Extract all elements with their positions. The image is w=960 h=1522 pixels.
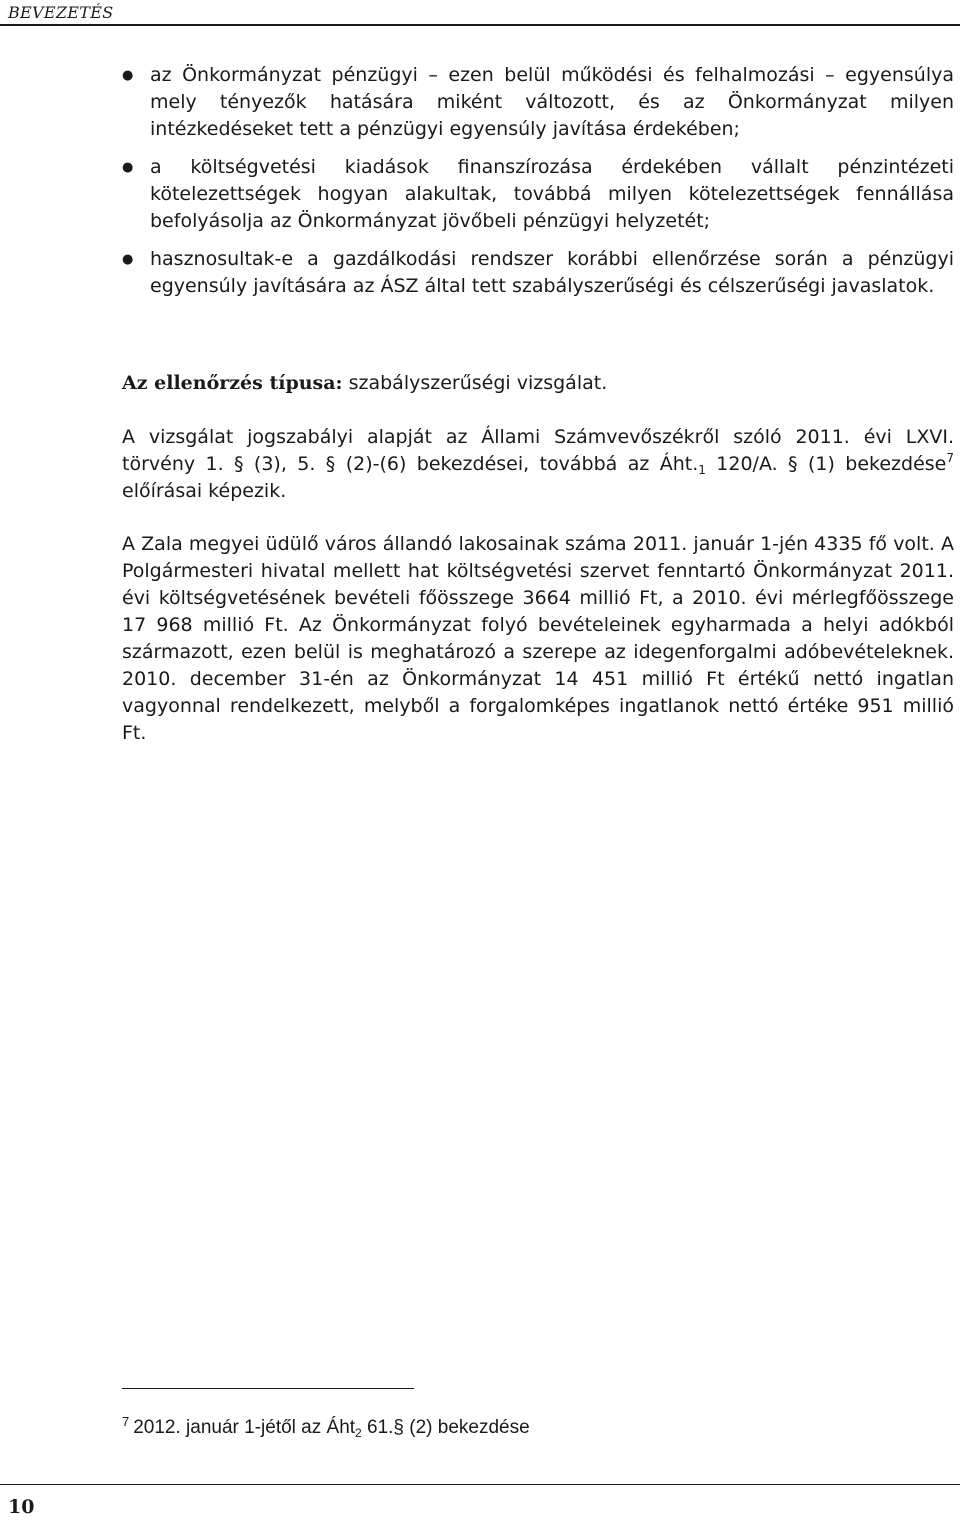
- footer-divider: [0, 1484, 960, 1485]
- bullet-icon: ●: [122, 160, 134, 175]
- legal-basis-text-before: A vizsgálat jogszabályi alapját az Állami Számvevőszékről szóló 2011. évi LXVI. törvény 1. § (3), 5. § (2)-(6) bekezdései, továbbá az Áht.: [122, 426, 954, 475]
- legal-basis-paragraph: [122, 424, 954, 505]
- municipality-paragraph: A Zala megyei üdülő város állandó lakosainak száma 2011. január 1-jén 4335 fő volt. A Polgármesteri hivatal mellett hat költségvetési szervet fenntartó Önkormányzat 2011. évi költségvetésének bevételi főösszege 3664 millió Ft, a 2010. évi mérlegfőösszege 17 968 millió Ft. Az Önkormányzat folyó bevételeinek egyharmada a helyi adókból származott, ezen belül is meghatározó a szerepe az idegenforgalmi adóbevételeknek. 2010. december 31-én az Önkormányzat 14 451 millió Ft értékű nettó ingatlan vagyonnal rendelkezett, melyből a forgalomképes ingatlanok nettó értéke 951 millió Ft.: [122, 533, 954, 744]
- footnote-divider: [122, 1388, 414, 1389]
- legal-basis-text-middle: 120/A. § (1) bekezdése: [705, 453, 947, 475]
- running-header: BEVEZETÉS: [8, 3, 114, 22]
- footnote-text-before: 2012. január 1-jétől az Áht: [133, 1417, 356, 1438]
- bullet-icon: ●: [122, 68, 134, 83]
- audit-type-value: szabályszerűségi vizsgálat.: [342, 372, 608, 394]
- list-item: [122, 246, 954, 300]
- footnote-text-after: 61.§ (2) bekezdése: [361, 1417, 530, 1438]
- header-divider: [0, 24, 960, 26]
- audit-type-label: Az ellenőrzés típusa:: [122, 372, 343, 394]
- objectives-list: [122, 62, 954, 311]
- list-item: [122, 154, 954, 235]
- list-item: [122, 62, 954, 143]
- footnote: [122, 1415, 954, 1441]
- audit-type-paragraph: [122, 370, 954, 397]
- footnote-number: 7: [122, 1414, 130, 1429]
- page-number: 10: [8, 1496, 35, 1518]
- list-item-text: hasznosultak-e a gazdálkodási rendszer korábbi ellenőrzése során a pénzügyi egyensúly javítására az ÁSZ által tett szabályszerűségi és célszerűségi javaslatok.: [150, 248, 954, 297]
- footnote-reference[interactable]: 7: [946, 451, 954, 465]
- list-item-text: a költségvetési kiadások finanszírozása érdekében vállalt pénzintézeti kötelezettségek hogyan alakultak, továbbá milyen kötelezettségek fennállása befolyásolja az Önkormányzat jövőbeli pénzügyi helyzetét;: [150, 156, 954, 232]
- legal-basis-subscript: 1: [698, 463, 706, 477]
- footnote-subscript: 2: [355, 1426, 362, 1440]
- bullet-icon: ●: [122, 252, 134, 267]
- list-item-text: az Önkormányzat pénzügyi – ezen belül működési és felhalmozási – egyensúlya mely tényezők hatására miként változott, és az Önkormányzat milyen intézkedéseket tett a pénzügyi egyensúly javítása érdekében;: [150, 64, 954, 140]
- legal-basis-text-after: előírásai képezik.: [122, 480, 287, 502]
